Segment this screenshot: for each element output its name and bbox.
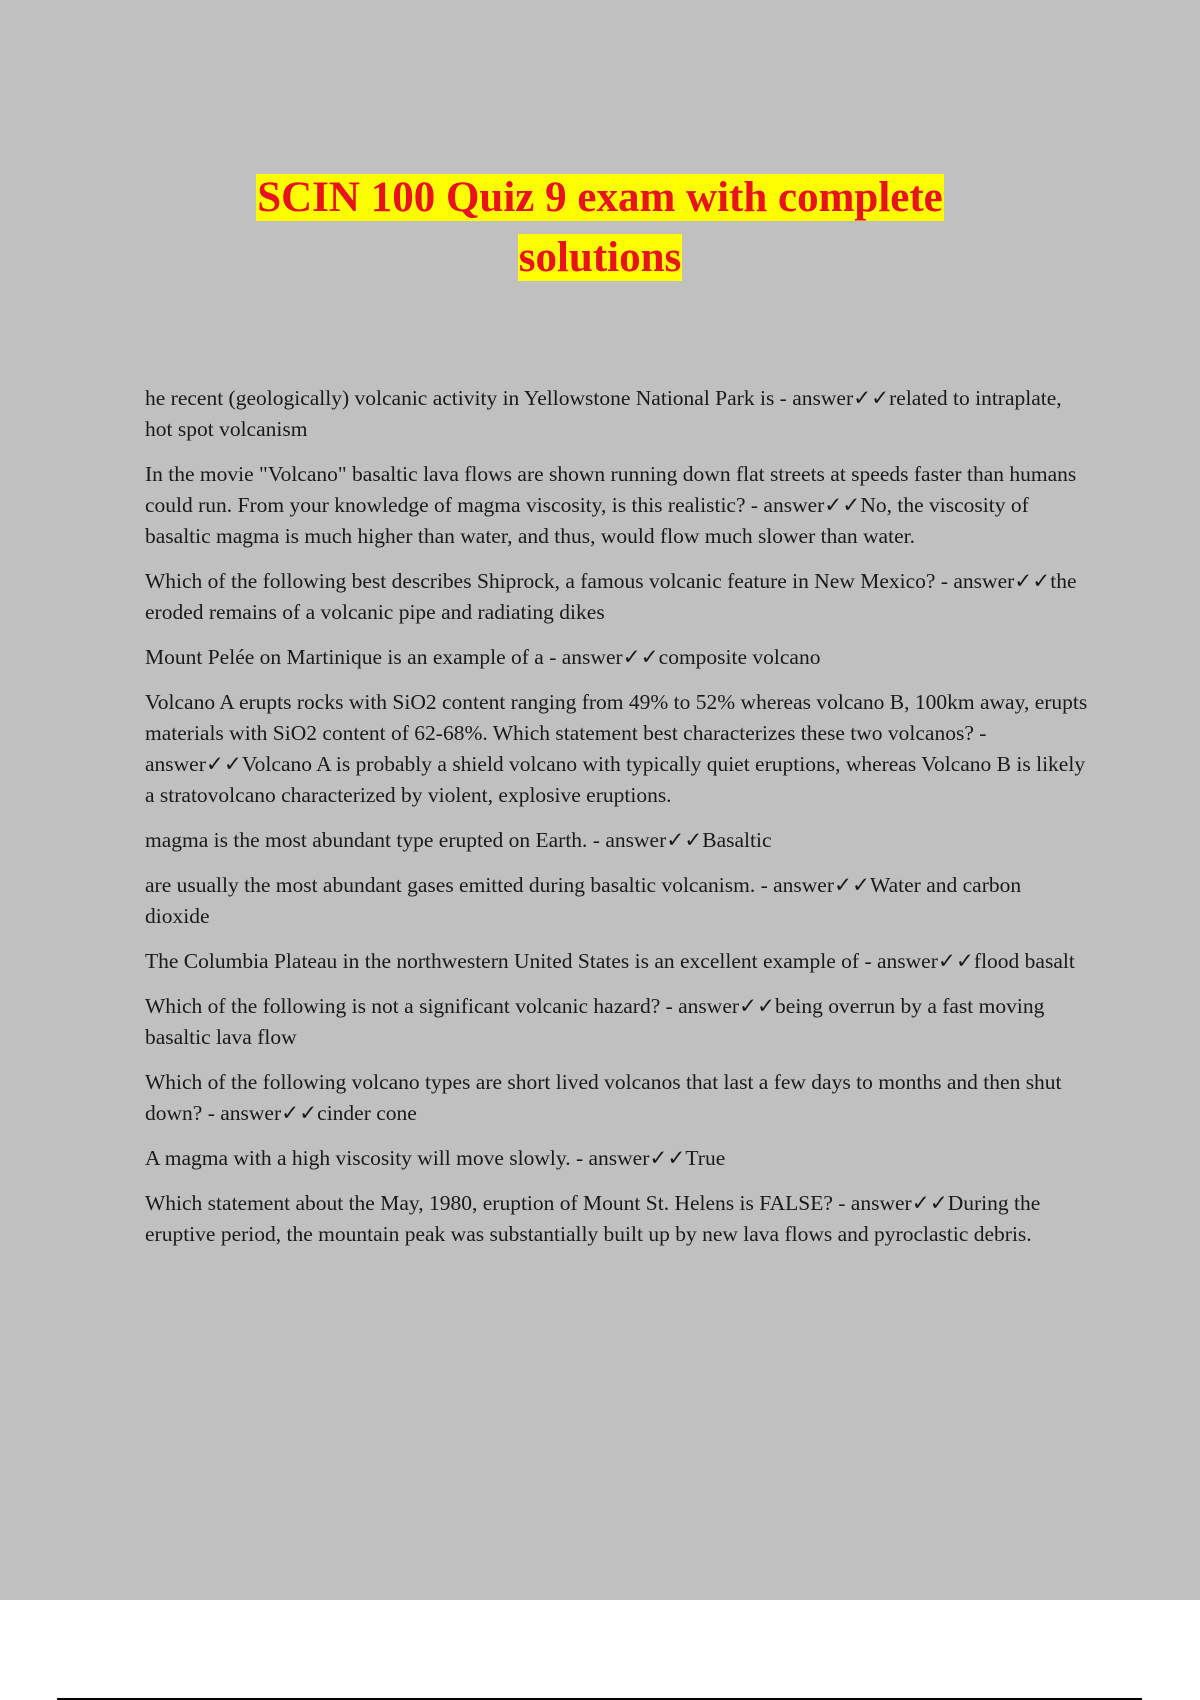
- qa-item-2: In the movie "Volcano" basaltic lava flows are shown running down flat streets at speeds faster than humans could run. From your knowledge of magma viscosity, is this realistic? - answer✓✓No, the viscosity of basaltic magma is much higher than water, and thus, would flow much slower than water.: [145, 462, 1077, 548]
- document-title: [100, 168, 1100, 288]
- qa-item-1: he recent (geologically) volcanic activity in Yellowstone National Park is - answer✓✓related to intraplate, hot spot volcanism: [145, 386, 1062, 441]
- qa-item-6: magma is the most abundant type erupted on Earth. - answer✓✓Basaltic: [145, 828, 772, 852]
- qa-item-3: Which of the following best describes Shiprock, a famous volcanic feature in New Mexico? - answer✓✓the eroded remains of a volcanic pipe and radiating dikes: [145, 569, 1077, 624]
- qa-item-10: Which of the following volcano types are short lived volcanos that last a few days to months and then shut down? - answer✓✓cinder cone: [145, 1070, 1062, 1125]
- qa-item-5: Volcano A erupts rocks with SiO2 content ranging from 49% to 52% whereas volcano B, 100km away, erupts materials with SiO2 content of 62-68%. Which statement best characterizes these two volcanos? - answer✓✓Volcano A is probably a shield volcano with typically quiet eruptions, whereas Volcano B is likely a stratovolcano characterized by violent, explosive eruptions.: [145, 690, 1088, 807]
- qa-item-11: A magma with a high viscosity will move slowly. - answer✓✓True: [145, 1146, 726, 1170]
- qa-item-7: are usually the most abundant gases emitted during basaltic volcanism. - answer✓✓Water and carbon dioxide: [145, 873, 1022, 928]
- qa-item-4: Mount Pelée on Martinique is an example of a - answer✓✓composite volcano: [145, 645, 821, 669]
- title-line-2: solutions: [518, 234, 682, 281]
- qa-item-12: Which statement about the May, 1980, eruption of Mount St. Helens is FALSE? - answer✓✓During the eruptive period, the mountain peak was substantially built up by new lava flows and pyroclastic debris.: [145, 1191, 1041, 1246]
- qa-item-9: Which of the following is not a significant volcanic hazard? - answer✓✓being overrun by a fast moving basaltic lava flow: [145, 994, 1045, 1049]
- title-line-1: SCIN 100 Quiz 9 exam with complete: [257, 174, 943, 221]
- qa-list: [145, 383, 1090, 1264]
- qa-item-8: The Columbia Plateau in the northwestern United States is an excellent example of - answer✓✓flood basalt: [145, 949, 1075, 973]
